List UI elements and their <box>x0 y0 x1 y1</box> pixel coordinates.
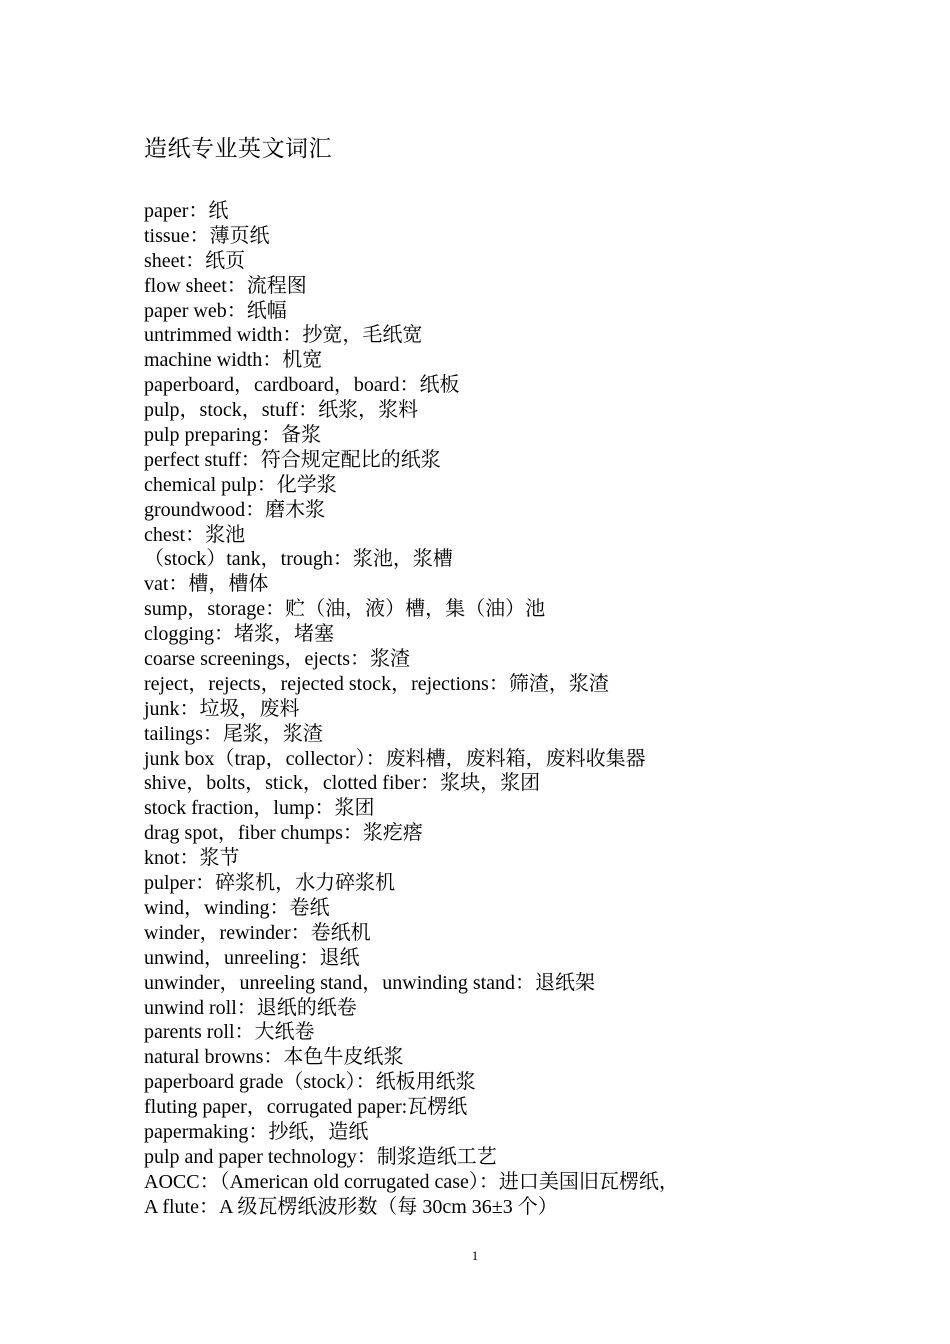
glossary-entry: pulp preparing：备浆 <box>144 424 322 447</box>
glossary-entry: paperboard grade（stock）：纸板用纸浆 <box>144 1071 476 1094</box>
glossary-entry: fluting paper，corrugated paper:瓦楞纸 <box>144 1096 468 1119</box>
glossary-entry: reject，rejects，rejected stock，rejections：筛渣，浆渣 <box>144 672 609 695</box>
glossary-entry: sheet：纸页 <box>144 249 246 272</box>
glossary-entry: papermaking：抄纸，造纸 <box>144 1120 369 1143</box>
glossary-entry: unwinder，unreeling stand，unwinding stand：退纸架 <box>144 971 596 994</box>
glossary-entry: unwind roll：退纸的纸卷 <box>144 996 357 1019</box>
glossary-entry: coarse screenings，ejects：浆渣 <box>144 648 411 671</box>
glossary-entry: sump，storage：贮（油，液）槽，集（油）池 <box>144 598 546 621</box>
glossary-entry: natural browns：本色牛皮纸浆 <box>144 1046 404 1069</box>
glossary-entry: machine width：机宽 <box>144 349 323 372</box>
glossary-entry: winder，rewinder：卷纸机 <box>144 921 371 944</box>
glossary-entry: drag spot，fiber chumps：浆疙瘩 <box>144 822 423 845</box>
glossary-entry: parents roll：大纸卷 <box>144 1021 315 1044</box>
glossary-entry: untrimmed width：抄宽，毛纸宽 <box>144 324 423 347</box>
page-number: 1 <box>471 1248 479 1263</box>
document-title: 造纸专业英文词汇 <box>144 136 332 162</box>
glossary-entry: chemical pulp：化学浆 <box>144 473 337 496</box>
glossary-entry: junk box（trap，collector）：废料槽，废料箱，废料收集器 <box>144 747 646 770</box>
glossary-entry: groundwood：磨木浆 <box>144 498 326 521</box>
glossary-entry: tailings：尾浆，浆渣 <box>144 722 323 745</box>
glossary-list <box>144 199 844 1220</box>
glossary-entry: （stock）tank，trough：浆池，浆槽 <box>144 548 453 571</box>
glossary-entry: clogging：堵浆，堵塞 <box>144 623 334 646</box>
glossary-entry: shive，bolts，stick，clotted fiber：浆块，浆团 <box>144 772 541 795</box>
glossary-entry: paperboard，cardboard，board：纸板 <box>144 374 460 397</box>
glossary-entry: AOCC：（American old corrugated case）：进口美国旧瓦楞纸， <box>144 1170 679 1193</box>
glossary-entry: stock fraction，lump：浆团 <box>144 797 375 820</box>
glossary-entry: unwind，unreeling：退纸 <box>144 946 360 969</box>
glossary-entry: chest：浆池 <box>144 523 246 546</box>
glossary-entry: vat：槽，槽体 <box>144 573 269 596</box>
glossary-entry: paper：纸 <box>144 200 229 222</box>
glossary-entry: paper web：纸幅 <box>144 299 287 322</box>
glossary-entry: pulper：碎浆机，水力碎浆机 <box>144 872 396 895</box>
glossary-entry: flow sheet：流程图 <box>144 274 307 297</box>
glossary-entry: wind，winding：卷纸 <box>144 896 330 919</box>
glossary-entry: pulp and paper technology：制浆造纸工艺 <box>144 1145 497 1168</box>
glossary-entry: knot：浆节 <box>144 847 240 870</box>
glossary-entry: tissue：薄页纸 <box>144 224 270 247</box>
glossary-entry: pulp，stock，stuff：纸浆，浆料 <box>144 399 419 422</box>
glossary-entry: A flute：A 级瓦楞纸波形数（每 30cm 36±3 个） <box>144 1195 558 1218</box>
glossary-entry: junk：垃圾，废料 <box>144 697 300 720</box>
glossary-entry: perfect stuff：符合规定配比的纸浆 <box>144 448 441 471</box>
